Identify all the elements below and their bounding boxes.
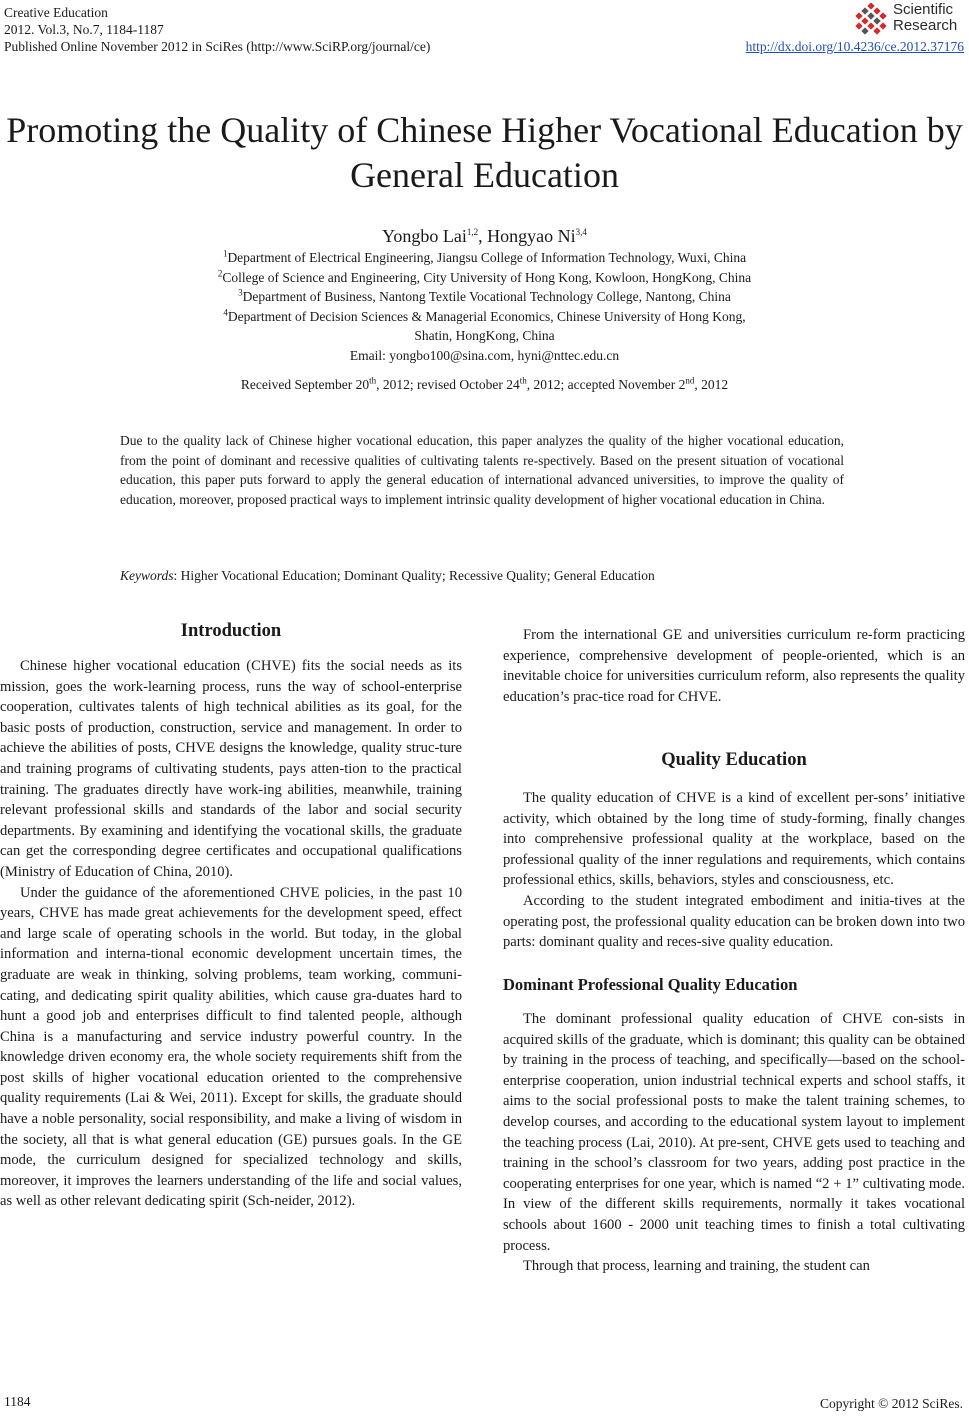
author-email: Email: yongbo100@sina.com, hyni@nttec.edu.cn — [349, 347, 620, 363]
keywords — [120, 568, 844, 584]
affiliation-text: Department of Electrical Engineering, Jiangsu College of Information Technology, Wuxi, China — [227, 250, 747, 265]
dominant-paragraph-1: The dominant professional quality education of CHVE con-sists in acquired skills of the graduate, which is dominant; this quality can be obtained by training in the process of teaching, and specifically—based on the school-enterprise cooperation, union industrial technical experts and school staffs, it aims to the social professional posts to make the talent training schemes, to develop courses, and according to the educational system layout to implement the teaching process (Lai, 2010). At pre-sent, CHVE gets used to teaching and training in the school’s classroom for two years, adding post practice in the cooperating enterprises for one year, which is named “2 + 1” cultivating mode. In view of the different skills requirements, normally it takes vocational schools about 1600 - 2000 unit teaching times to finish a total cultivating process. — [503, 1011, 965, 1254]
ordinal-suffix: th — [519, 375, 527, 386]
revised-text: , 2012; revised October 24 — [376, 377, 520, 392]
author-2: Hongyao Ni — [487, 226, 576, 246]
logo-dot — [867, 12, 874, 19]
quality-paragraph-2: According to the student integrated embodiment and initia-tives at the operating post, the professional quality education can be broken down into two parts: dominant quality and reces-sive quality education. — [503, 892, 965, 951]
intro-paragraph-2: Under the guidance of the aforementioned CHVE policies, in the past 10 years, CHVE has made great achievements for the development speed, effect and large scale of operating schools in the world. But today, in the global information and interna-tional economic development uncertain times, the graduate are weak in thinking, solving problems, team working, communi-cating, and dedicating spirit quality abilities, which cause gra-duates hard to hunt a good job and enterprises difficult to find talented people, although China is a manufacturing and service industry powerful country. In the knowledge driven economy era, the whole society requirements shift from the post skills of higher vocational education oriented to the comprehensive quality requirements (Lai & Wei, 2011). Except for skills, the graduate should have a noble personality, social responsibility, and make a living of wisdom in the society, all that is what general education (GE) pursues goals. In the GE mode, the curriculum designed for specialized technology and skills, moreover, it improves the learners understanding of the life and social values, as well as other relevant dedicating spirit (Sch-neider, 2012). — [0, 884, 462, 1210]
journal-name: Creative Education — [4, 5, 108, 20]
logo-dot — [879, 12, 886, 19]
publication-info: Published Online November 2012 in SciRes (http://www.SciRP.org/journal/ce) — [4, 39, 431, 54]
affiliation-4 — [0, 307, 969, 327]
ordinal-suffix: th — [369, 375, 377, 386]
quality-paragraph-1: The quality education of CHVE is a kind of excellent per-sons’ initiative activity, which obtained by the long time of study-forming, finally changes into comprehensive professional quality at the workplace, based on the professional quality of the inner regulations and requirements, which contains professional ethics, skills, behaviors, styles and consciousness, etc. — [503, 790, 965, 889]
logo-dot — [861, 7, 868, 14]
logo-dot — [855, 12, 862, 19]
publisher-logo — [853, 2, 963, 38]
logo-dot — [873, 7, 880, 14]
logo-dot — [867, 3, 874, 10]
keywords-list: : Higher Vocational Education; Dominant Quality; Recessive Quality; General Education — [173, 568, 655, 583]
logo-dot — [861, 27, 868, 34]
affiliation-marker: 1 — [222, 248, 228, 259]
scientific-research-logo-icon — [853, 3, 889, 37]
affiliation-text: Department of Decision Sciences & Managerial Economics, Chinese University of Hong Kong, — [227, 308, 746, 324]
logo-dot — [855, 22, 862, 29]
received-dates — [0, 377, 969, 393]
affiliation-1 — [0, 248, 969, 268]
keywords-label: Keywords — [120, 568, 174, 583]
affiliation-3 — [0, 287, 969, 307]
author-separator: , — [478, 226, 488, 246]
logo-dot — [861, 17, 868, 24]
logo-dot — [879, 22, 886, 29]
logo-dot — [873, 27, 880, 34]
right-paragraph-1: From the international GE and universities curriculum re-form practicing experience, comprehensive development of people-oriented, which is an inevitable choice for universities curriculum reform, also represents the quality education’s prac-tice road for CHVE. — [503, 627, 965, 705]
journal-volume: 2012. Vol.3, No.7, 1184-1187 — [4, 22, 164, 37]
left-column — [0, 656, 462, 1212]
logo-line-1: Scientific — [893, 1, 954, 18]
author-list — [0, 226, 969, 247]
logo-line-2: Research — [893, 17, 958, 34]
paper-title: Promoting the Quality of Chinese Higher Vocational Education by General Education — [6, 110, 963, 195]
affiliations — [0, 248, 969, 365]
intro-paragraph-1: Chinese higher vocational education (CHVE) fits the social needs as its mission, goes the work-learning process, runs the way of school-enterprise cooperation, cultivates talents of high technical abilities as its goal, for the basic posts of production, construction, service and management. In order to achieve the abilities of posts, CHVE designs the knowledge, quality struc-ture and training programs of cultivating students, pays atten-tion to the practical training. The graduates directly have work-ing abilities, meanwhile, training relevant professional skills and standards of the labor and social security departments. By examining and identifying the vocational skills, the graduate can get the corresponding degree certificates and occupational qualifications (Ministry of Education of China, 2010). — [0, 658, 462, 880]
copyright: Copyright © 2012 SciRes. — [819, 1396, 963, 1411]
author-1: Yongbo Lai — [382, 226, 467, 246]
author-2-affiliation-marker: 3,4 — [575, 227, 587, 237]
accepted-text: , 2012; accepted November 2 — [526, 377, 686, 392]
right-column-intro — [503, 625, 965, 707]
doi-link[interactable]: http://dx.doi.org/10.4236/ce.2012.37176 — [745, 39, 964, 54]
section-heading-quality-education: Quality Education — [661, 750, 807, 770]
affiliation-marker: 4 — [223, 307, 228, 317]
year-text: , 2012 — [694, 377, 729, 392]
section-heading-introduction: Introduction — [180, 621, 282, 641]
affiliation-2 — [0, 268, 969, 288]
affiliation-text: College of Science and Engineering, City University of Hong Kong, Kowloon, HongKong, China — [222, 269, 752, 285]
affiliation-text: Department of Business, Nantong Textile Vocational Technology College, Nantong, China — [242, 289, 731, 304]
received-text: Received September 20 — [240, 377, 370, 392]
logo-dot — [873, 17, 880, 24]
logo-dot — [867, 22, 874, 29]
ordinal-suffix: nd — [685, 375, 695, 386]
dominant-quality-body — [503, 1009, 965, 1277]
dominant-paragraph-2: Through that process, learning and training, the student can — [523, 1258, 870, 1275]
affiliation-marker: 2 — [217, 268, 223, 278]
abstract: Due to the quality lack of Chinese higher vocational education, this paper analyzes the quality of the higher vocational education, from the point of dominant and recessive qualities of cultivating talents re-spectively. Based on the present situation of vocational education, this paper puts forward to apply the general education of international advanced universities, to improve the quality of education, moreover, proposed practical ways to implement intrinsic quality development of higher vocational education in China. — [120, 433, 844, 507]
quality-education-body — [503, 788, 965, 953]
affiliation-marker: 3 — [238, 287, 243, 298]
section-heading-dominant-quality: Dominant Professional Quality Education — [503, 975, 798, 994]
author-1-affiliation-marker: 1,2 — [466, 227, 479, 237]
affiliation-4-continued: Shatin, HongKong, China — [414, 328, 555, 343]
page-number: 1184 — [4, 1394, 31, 1409]
